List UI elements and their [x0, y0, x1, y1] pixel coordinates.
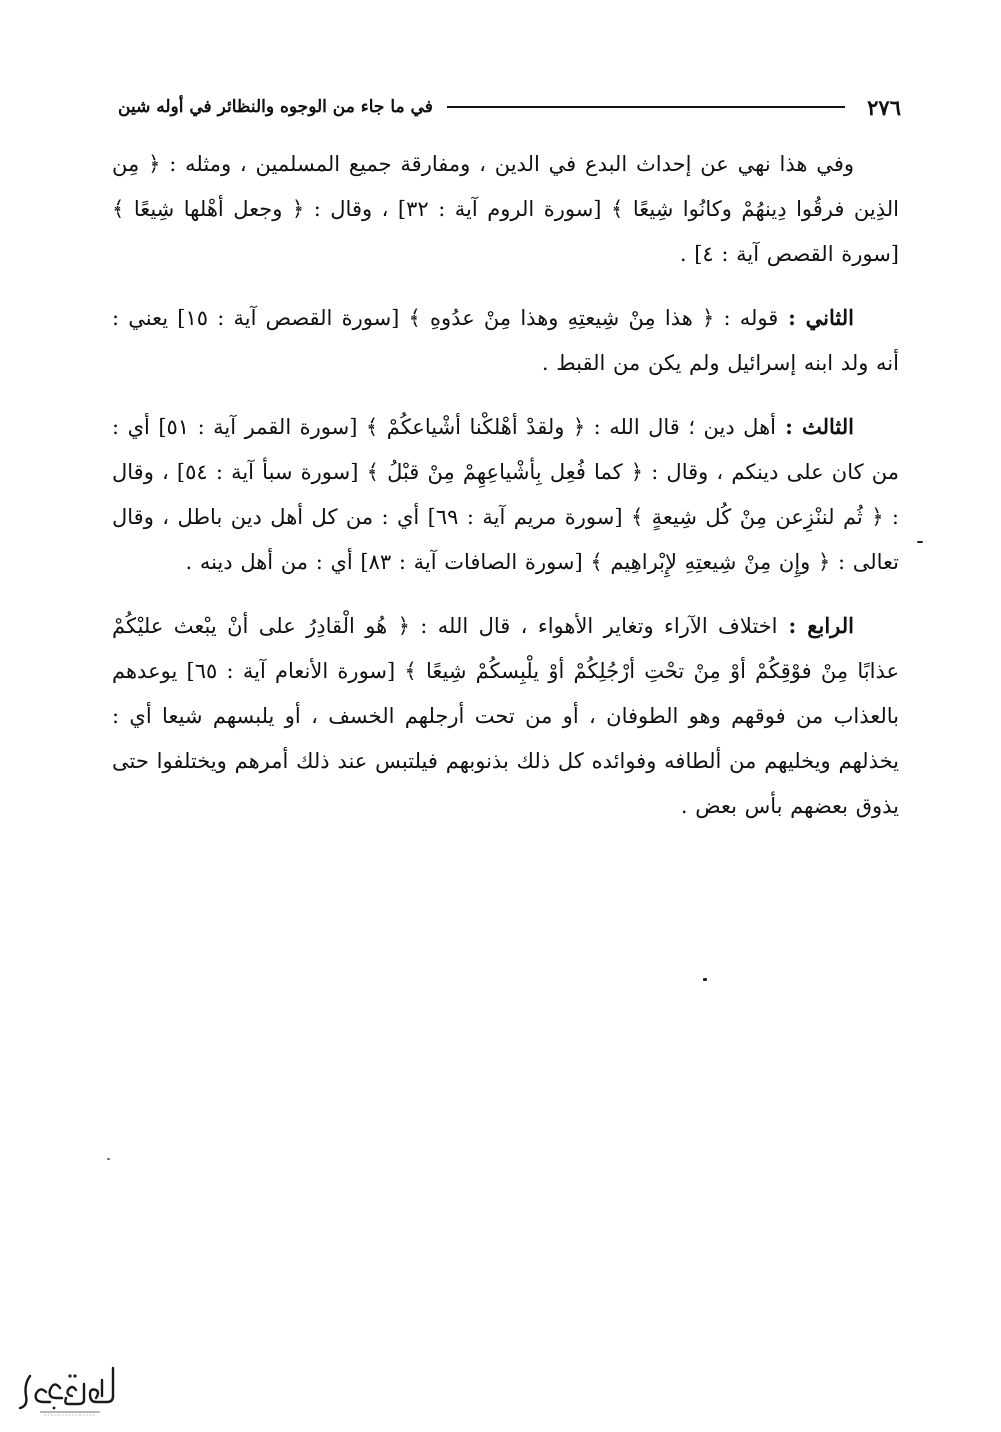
paragraph-text: قوله : ﴿ هذا مِنْ شِيعتِهِ وهذا مِنْ عدُوهِ ﴾ [سورة القصص آية : ١٥] يعني : أنه ولد ابنه إسرائيل ولم يكن من القبط . — [112, 306, 899, 375]
paragraph-text: اختلاف الآراء وتغاير الأهواء ، قال الله : ﴿ هُو الْقادِرُ على أنْ يبْعث عليْكُمْ عذابًا مِنْ فوْقِكُمْ أوْ مِنْ تحْتِ أرْجُلِكُمْ أوْ يلْبِسكُمْ شِيعًا ﴾ [سورة الأنعام آية : ٦٥] يوعدهم بالعذاب من فوقهم وهو الطوفان ، أو من تحت أرجلهم الخسف ، أو يلبسهم شيعا أي : يخذلهم ويخليهم من ألطافه وفوائده كل ذلك بذنوبهم فيلتبس عند ذلك أمرهم ويختلفوا حتى يذوق بعضهم بأس بعض . — [112, 614, 900, 818]
header-rule — [447, 106, 845, 108]
paragraph-lead: الرابع : — [777, 613, 854, 638]
scan-speck — [703, 978, 707, 981]
body-text — [112, 142, 899, 847]
scan-speck — [917, 541, 923, 543]
paragraph-text: أهل دين ؛ قال الله : ﴿ ولقدْ أهْلكْنا أشْياعكُمْ ﴾ [سورة القمر آية : ٥١] أي : من كان على دينكم ، وقال : ﴿ كما فُعِل بِأشْياعِهِمْ مِنْ قبْلُ ﴾ [سورة سبأ آية : ٥٤] ، وقال : ﴿ ثُم لننْزِعن مِنْ كُل شِيعةٍ ﴾ [سورة مريم آية : ٦٩] أي : من كل أهل دين باطل ، وقال تعالى : ﴿ وإِن مِنْ شِيعتِهِ لإِبْراهِيم ﴾ [سورة الصافات آية : ٨٣] أي : من أهل دينه . — [112, 415, 899, 574]
paragraph-lead: الثاني : — [778, 305, 854, 330]
running-title: في ما جاء من الوجوه والنظائر في أوله شين — [118, 97, 433, 117]
paragraph-fourth-meaning — [112, 603, 899, 829]
paragraph-intro — [112, 142, 899, 277]
paragraph-third-meaning — [112, 404, 899, 585]
page-number: ٢٧٦ — [867, 94, 901, 120]
scan-speck — [107, 1158, 110, 1160]
running-header — [118, 92, 901, 122]
paragraph-second-meaning — [112, 295, 899, 386]
publisher-logo — [10, 1362, 120, 1418]
paragraph-lead: الثالث : — [776, 414, 854, 439]
paragraph-text: وفي هذا نهي عن إحداث البدع في الدين ، ومفارقة جميع المسلمين ، ومثله : ﴿ مِن الذِين فرقُوا دِينهُمْ وكانُوا شِيعًا ﴾ [سورة الروم آية : ٣٢] ، وقال : ﴿ وجعل أهْلها شِيعًا ﴾ [سورة القصص آية : ٤] . — [112, 152, 900, 266]
